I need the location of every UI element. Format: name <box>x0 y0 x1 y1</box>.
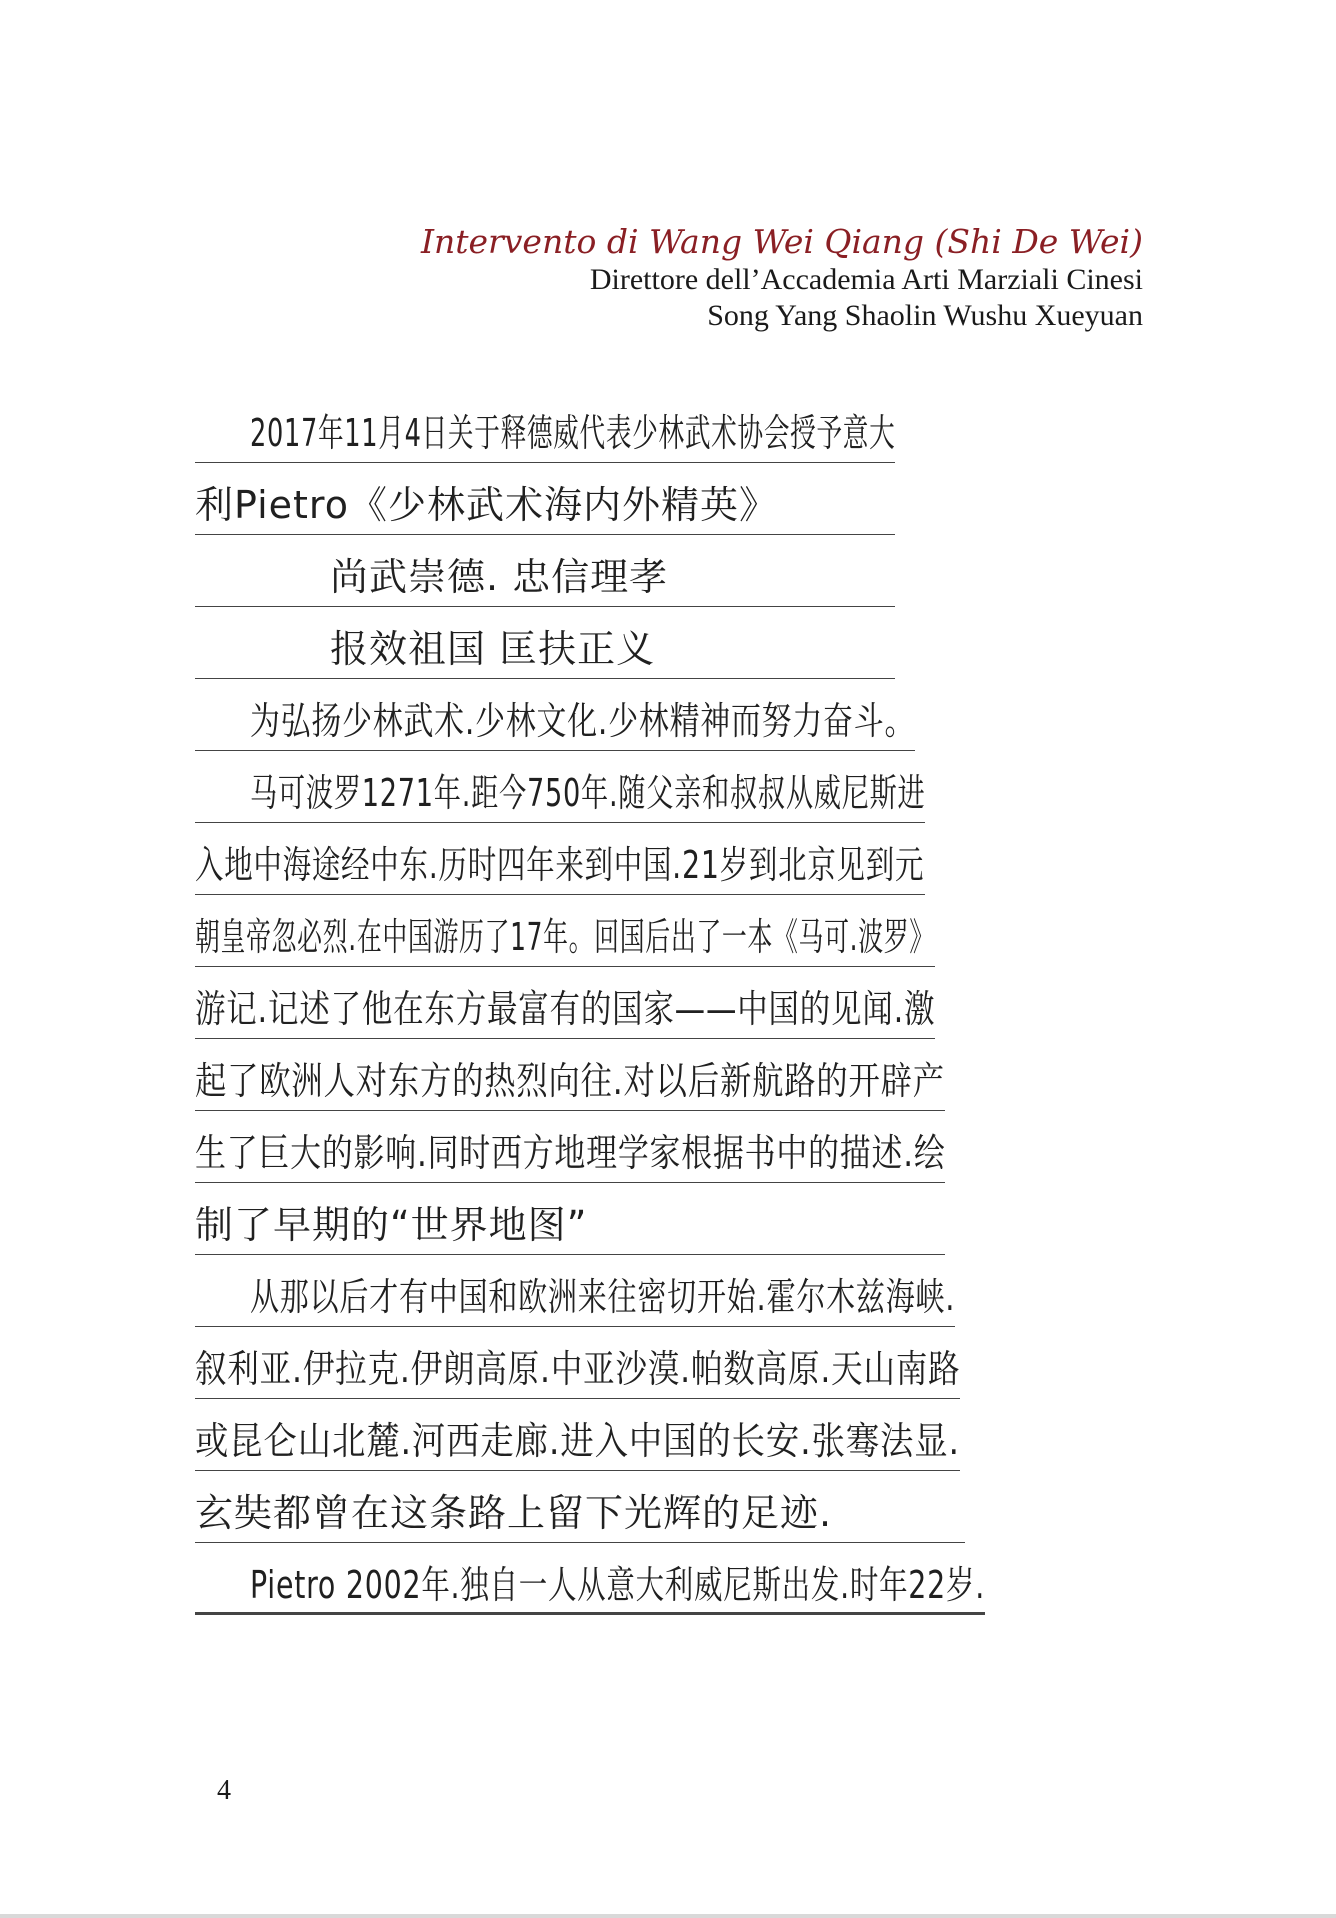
page-title: Intervento di Wang Wei Qiang (Shi De Wei) <box>420 222 1143 261</box>
manuscript-line: 从那以后才有中国和欧洲来往密切开始.霍尔木兹海峡. <box>195 1279 955 1327</box>
manuscript-line: 制了早期的“世界地图” <box>195 1207 945 1255</box>
subtitle-line-2: Song Yang Shaolin Wushu Xueyuan <box>707 299 1143 332</box>
subtitle-line-1: Direttore dell’Accademia Arti Marziali Cinesi <box>589 263 1143 296</box>
manuscript-line: 叙利亚.伊拉克.伊朗高原.中亚沙漠.帕数高原.天山南路 <box>195 1351 960 1399</box>
manuscript-line: 为弘扬少林武术.少林文化.少林精神而努力奋斗。 <box>195 703 915 751</box>
manuscript-line: 生了巨大的影响.同时西方地理学家根据书中的描述.绘 <box>195 1135 945 1183</box>
manuscript-line: 2017年11月4日关于释德威代表少林武术协会授予意大 <box>195 415 895 463</box>
page-bottom-edge <box>0 1914 1336 1918</box>
page-number: 4 <box>217 1775 231 1806</box>
manuscript-line: 朝皇帝忽必烈.在中国游历了17年。回国后出了一本《马可.波罗》 <box>195 919 935 967</box>
manuscript-line: 利Pietro《少林武术海内外精英》 <box>195 487 895 535</box>
manuscript-line: 报效祖国 匡扶正义 <box>195 631 895 679</box>
page-header <box>421 222 1143 334</box>
manuscript-line: 起了欧洲人对东方的热烈向往.对以后新航路的开辟产 <box>195 1063 945 1111</box>
manuscript-line: 马可波罗1271年.距今750年.随父亲和叔叔从威尼斯进 <box>195 775 925 823</box>
manuscript-line: 或昆仑山北麓.河西走廊.进入中国的长安.张骞法显. <box>195 1423 960 1471</box>
manuscript-line: Pietro 2002年.独自一人从意大利威尼斯出发.时年22岁. <box>195 1567 985 1615</box>
manuscript-line: 尚武崇德. 忠信理孝 <box>195 559 895 607</box>
manuscript-line: 入地中海途经中东.历时四年来到中国.21岁到北京见到元 <box>195 847 925 895</box>
manuscript-line: 玄奘都曾在这条路上留下光辉的足迹. <box>195 1495 965 1543</box>
handwritten-letter <box>195 411 1145 1675</box>
manuscript-line: 游记.记述了他在东方最富有的国家——中国的见闻.激 <box>195 991 935 1039</box>
